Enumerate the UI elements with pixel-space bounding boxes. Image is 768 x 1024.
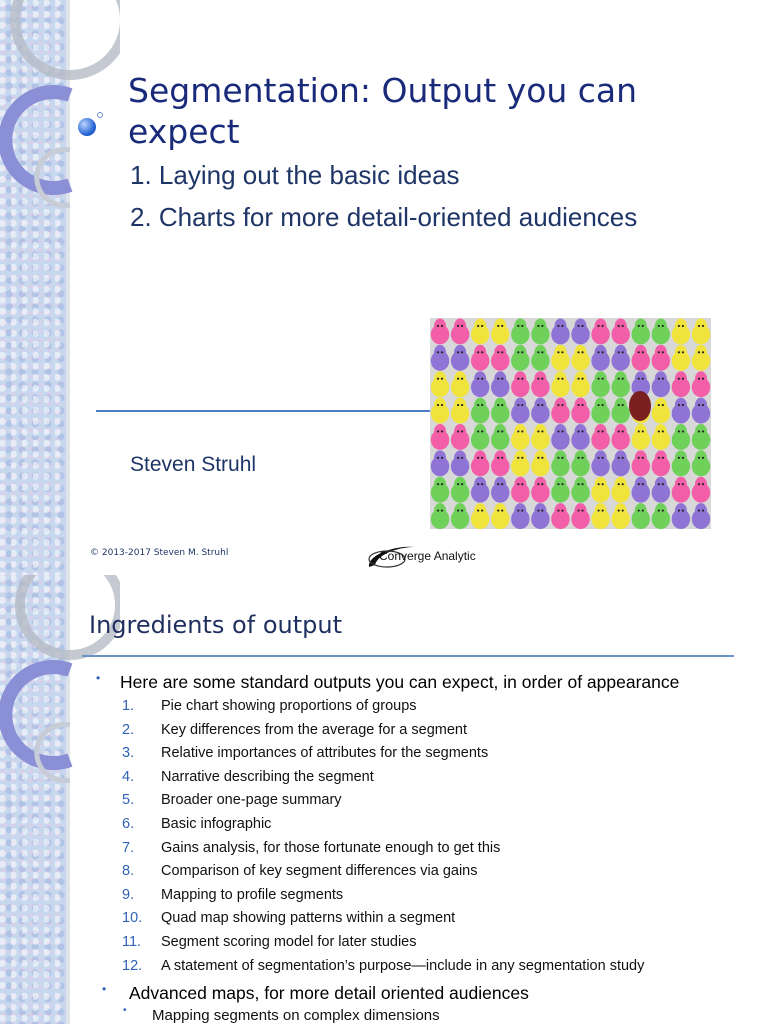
list-number: 10.: [122, 910, 143, 927]
peeps-candy-image: [430, 318, 711, 529]
bullet-text: Here are some standard outputs you can expect, in order of appearance: [120, 672, 680, 692]
list-text: Mapping to profile segments: [161, 886, 344, 903]
list-text: Comparison of key segment differences via gains: [161, 863, 478, 880]
subtitle-1: 1. Laying out the basic ideas: [130, 160, 460, 190]
list-text: A statement of segmentation’s purpose—include in any segmentation study: [161, 957, 645, 974]
list-number: 6.: [122, 816, 135, 832]
list-number: 7.: [122, 839, 135, 856]
bullet-dot-icon: •: [102, 982, 107, 996]
sub-bullet-text: Mapping segments on complex dimensions: [152, 1007, 440, 1024]
author-name: Steven Struhl: [130, 453, 257, 476]
list-text: Key differences from the average for a segment: [161, 721, 468, 738]
bullet-text: Advanced maps, for more detail oriented audiences: [129, 983, 529, 1003]
bullet-dot-icon: •: [96, 671, 101, 685]
title-underline: [82, 655, 734, 657]
list-text: Pie chart showing proportions of groups: [161, 698, 417, 714]
copyright-notice: © 2013-2017 Steven M. Struhl: [90, 548, 229, 558]
list-number: 12.: [122, 957, 143, 974]
list-number: 8.: [122, 863, 135, 880]
list-number: 5.: [122, 792, 135, 809]
content-slide: [0, 575, 768, 1024]
slide-title: Segmentation: Output you can expect: [128, 71, 638, 151]
list-number: 2.: [122, 721, 135, 738]
list-text: Relative importances of attributes for the segments: [161, 745, 489, 762]
list-number: 4.: [122, 768, 135, 785]
list-number: 3.: [122, 745, 135, 762]
logo-text: Converge Analytic: [379, 549, 476, 563]
list-number: 9.: [122, 886, 135, 903]
bullet-dot-icon: •: [123, 1005, 127, 1016]
slide-title: Ingredients of output: [89, 611, 342, 639]
list-number: 11.: [122, 934, 142, 950]
list-number: 1.: [122, 698, 135, 714]
list-text: Quad map showing patterns within a segment: [161, 910, 456, 927]
list-text: Gains analysis, for those fortunate enough to get this: [161, 839, 501, 856]
list-text: Narrative describing the segment: [161, 768, 374, 785]
blue-orb-icon: [75, 110, 105, 140]
subtitle-2: 2. Charts for more detail-oriented audiences: [130, 202, 638, 232]
divider-line: [96, 410, 430, 412]
list-text: Segment scoring model for later studies: [161, 934, 417, 950]
list-text: Basic infographic: [161, 816, 272, 832]
converge-analytic-logo: [365, 541, 495, 571]
list-text: Broader one-page summary: [161, 792, 342, 809]
